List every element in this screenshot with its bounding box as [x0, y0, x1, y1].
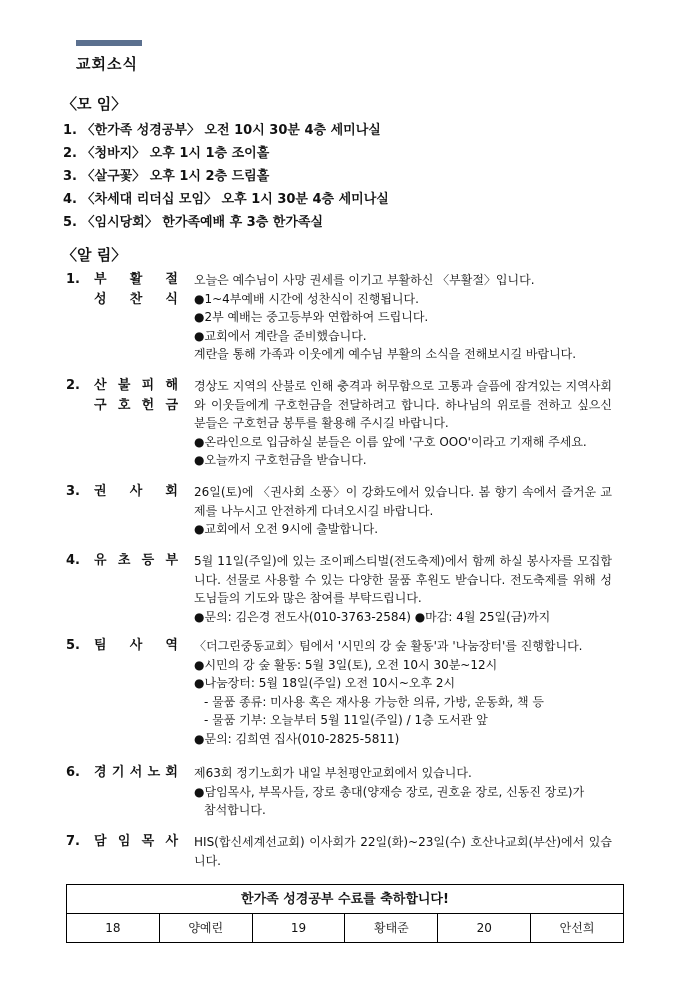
- celebration-cell: 20: [438, 914, 531, 942]
- announcement-body: 경상도 지역의 산불로 인해 충격과 허무함으로 고통과 슬픔에 잠겨있는 지역사회와 이웃들에게 구호헌금을 전달하려고 합니다. 하나님의 위로를 전하고 싶으신 분들은 구호헌금 봉투를 활용해 주시길 바랍니다. ●온라인으로 입금하실 분들은 이름 앞에 '구호 OOO'이라고 기재해 주세요. ●오늘까지 구호헌금을 받습니다.: [194, 379, 612, 467]
- celebration-cell: 18: [67, 914, 160, 942]
- title-accent-bar: [76, 40, 142, 46]
- page-title: 교회소식: [76, 55, 138, 73]
- announcement-number: 7.: [66, 834, 80, 849]
- celebration-title: 한가족 성경공부 수료를 축하합니다!: [67, 885, 623, 914]
- meeting-item: 4. 〈차세대 리더십 모임〉 오후 1시 30분 4층 세미나실: [63, 192, 389, 207]
- announcement-body: 오늘은 예수님이 사망 권세를 이기고 부활하신 〈부활절〉입니다. ●1~4부예배 시간에 성찬식이 진행됩니다. ●2부 예배는 중고등부와 연합하여 드립니다. ●교회에서 계란을 준비했습니다. 계란을 통해 가족과 이웃에게 예수님 부활의 소식을 전해보시길 바랍니다.: [194, 273, 577, 361]
- announcement-title: 경 기 서 노 회: [94, 765, 178, 780]
- meeting-item: 2. 〈청바지〉 오후 1시 1층 조이홀: [63, 146, 270, 161]
- announcements-heading: 〈알 림〉: [62, 246, 127, 264]
- celebration-cell: 양예린: [160, 914, 253, 942]
- announcement-number: 5.: [66, 638, 80, 653]
- announcement-title: 유 초 등 부: [94, 553, 178, 568]
- celebration-cell: 19: [253, 914, 346, 942]
- meeting-item: 1. 〈한가족 성경공부〉 오전 10시 30분 4층 세미나실: [63, 123, 381, 138]
- announcement-title: 담 임 목 사: [94, 834, 178, 849]
- announcement-body: 5월 11일(주일)에 있는 조이페스티벌(전도축제)에서 함께 하실 봉사자를 모집합니다. 선물로 사용할 수 있는 다양한 물품 후원도 받습니다. 전도축제를 위해 성도님들의 기도와 많은 참여를 부탁드립니다. ●문의: 김은경 전도사(010-3763-2584) ●마감: 4월 25일(금)까지: [194, 554, 612, 624]
- celebration-cell: 안선희: [559, 921, 595, 935]
- announcement-number: 3.: [66, 484, 80, 499]
- announcement-number: 1.: [66, 272, 80, 287]
- celebration-table: [66, 884, 624, 943]
- announcement-number: 6.: [66, 765, 80, 780]
- announcement-body: 제63회 정기노회가 내일 부천평안교회에서 있습니다. ●담임목사, 부목사들, 장로 총대(양재승 장로, 권호윤 장로, 신동진 장로)가 참석합니다.: [194, 766, 585, 817]
- announcement-body: 26일(토)에 〈권사회 소풍〉이 강화도에서 있습니다. 봄 향기 속에서 즐거운 교제를 나누시고 안전하게 다녀오시길 바랍니다. ●교회에서 오전 9시에 출발합니다.: [194, 485, 612, 536]
- celebration-cell: 황태준: [345, 914, 438, 942]
- meetings-heading: 〈모 임〉: [62, 95, 127, 113]
- announcement-body: 〈더그린중동교회〉팀에서 '시민의 강 숲 활동'과 '나눔장터'를 진행합니다. ●시민의 강 숲 활동: 5월 3일(토), 오전 10시 30분~12시 ●나눔장터: 5월 18일(주일) 오전 10시~오후 2시 - 물품 종류: 미사용 혹은 재사용 가능한 의류, 가방, 운동화, 책 등 - 물품 기부: 오늘부터 5월 11일(주일) / 1층 도서관 앞 ●문의: 김희연 집사(010-2825-5811): [194, 639, 583, 746]
- announcement-title: 산 불 피 해 구 호 헌 금: [94, 378, 178, 413]
- announcement-number: 2.: [66, 378, 80, 393]
- meeting-item: 3. 〈살구꽃〉 오후 1시 2층 드림홀: [63, 169, 270, 184]
- meeting-item: 5. 〈임시당회〉 한가족예배 후 3층 한가족실: [63, 215, 324, 230]
- announcement-title: 부 활 절 성 찬 식: [94, 272, 178, 307]
- celebration-row: [67, 914, 623, 942]
- announcement-title: 팀 사 역: [94, 638, 178, 653]
- announcement-body: HIS(합신세계선교회) 이사회가 22일(화)~23일(수) 호산나교회(부산)에서 있습니다.: [194, 835, 612, 868]
- announcement-title: 권 사 회: [94, 484, 178, 499]
- announcement-number: 4.: [66, 553, 80, 568]
